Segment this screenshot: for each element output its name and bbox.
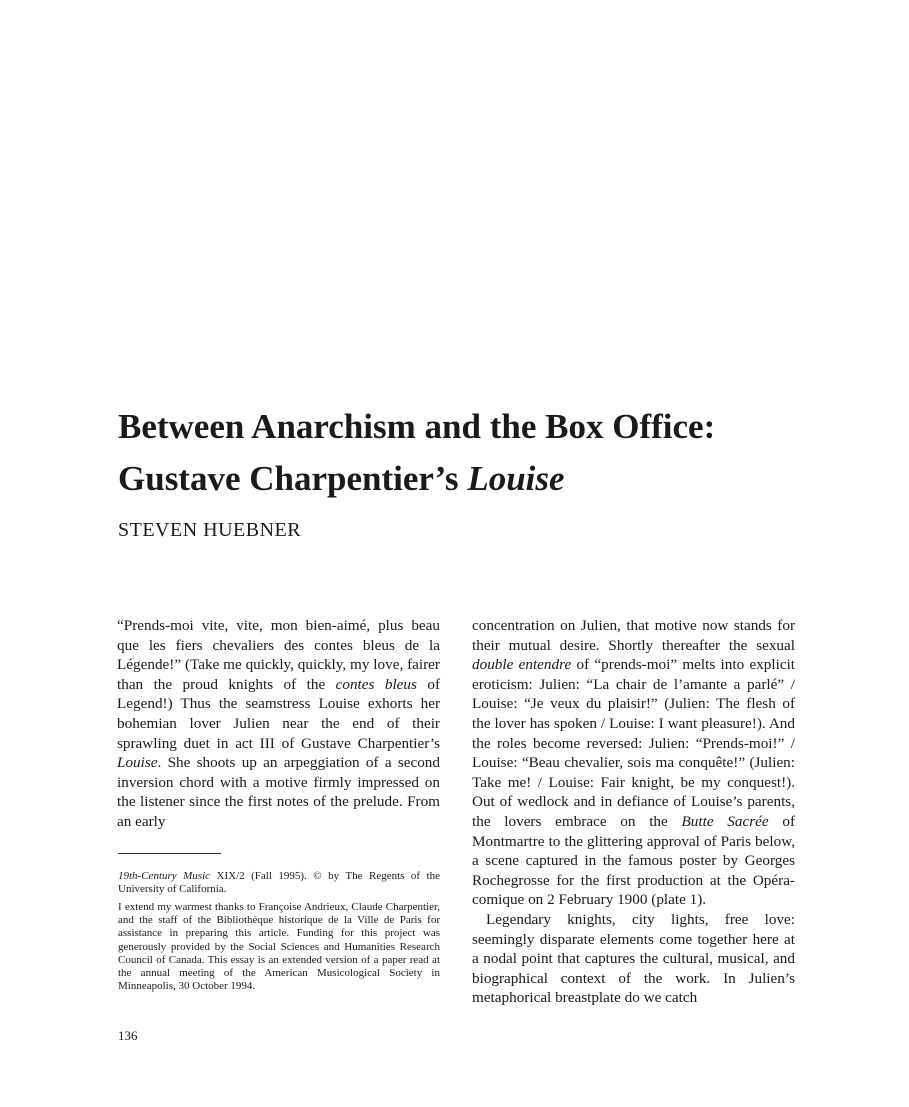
paragraph: concentration on Julien, that motive now stands for their mutual desire. Shortly thereafter the sexual double entendre of “prends-moi” melts into explicit eroticism: Julien: “La chair de l’amante a parlé” / Louise: “Je veux du plaisir!” (Julien: The flesh of the lover has spoken / Louise: I want pleasure!). And the roles become reversed: Julien: “Prends-moi!” / Louise: “Beau chevalier, sois ma conquête!” (Julien: Take me! / Louise: Fair knight, be my conquest!). Out of wedlock and in defiance of Louise’s parents, the lovers embrace on the Butte Sacrée of Montmartre to the glittering approval of Paris below, a scene captured in the famous poster by Georges Rochegrosse for the first production at the Opéra-comique on 2 February 1900 (plate 1). xyxy=(472,617,796,909)
footnote-acknowledgements: I extend my warmest thanks to Françoise Andrieux, Claude Charpentier, and the staff of the Bibliothèque historique de la Ville de Paris for assistance in preparing this article. Funding for this project was generously provided by the Social Sciences and Humanities Research Council of Canada. This essay is an extended version of a paper read at the annual meeting of the American Musicological Society in Minneapolis, 30 October 1994. xyxy=(118,901,440,993)
footnote-journal: 19th-Century Music XIX/2 (Fall 1995). © by The Regents of the University of California. xyxy=(118,870,440,896)
author-name: STEVEN HUEBNER xyxy=(118,519,302,541)
body-column-left xyxy=(117,616,440,832)
paragraph: “Prends-moi vite, vite, mon bien-aimé, plus beau que les fiers chevaliers des contes bleus de la Légende!” (Take me quickly, quickly, my love, fairer than the proud knights of the contes bleus of Legend!) Thus the seamstress Louise exhorts her bohemian lover Julien near the end of their sprawling duet in act III of Gustave Charpentier’s Louise. She shoots up an arpeggiation of a second inversion chord with a motive firmly impressed on the listener since the first notes of the prelude. From an early xyxy=(117,617,440,830)
title-prefix: Gustave Charpentier’s xyxy=(118,459,468,498)
article-title-line-2 xyxy=(118,459,565,499)
article-title-line-1: Between Anarchism and the Box Office: xyxy=(118,407,716,446)
footnote-divider xyxy=(118,853,221,854)
paragraph: Legendary knights, city lights, free love: seemingly disparate elements come together here at a nodal point that captures the cultural, musical, and biographical context of the work. In Julien’s metaphorical breastplate do we catch xyxy=(472,910,795,1007)
title-opera-name: Louise xyxy=(467,459,565,498)
body-column-right xyxy=(472,616,795,1008)
page-number: 136 xyxy=(118,1028,138,1043)
